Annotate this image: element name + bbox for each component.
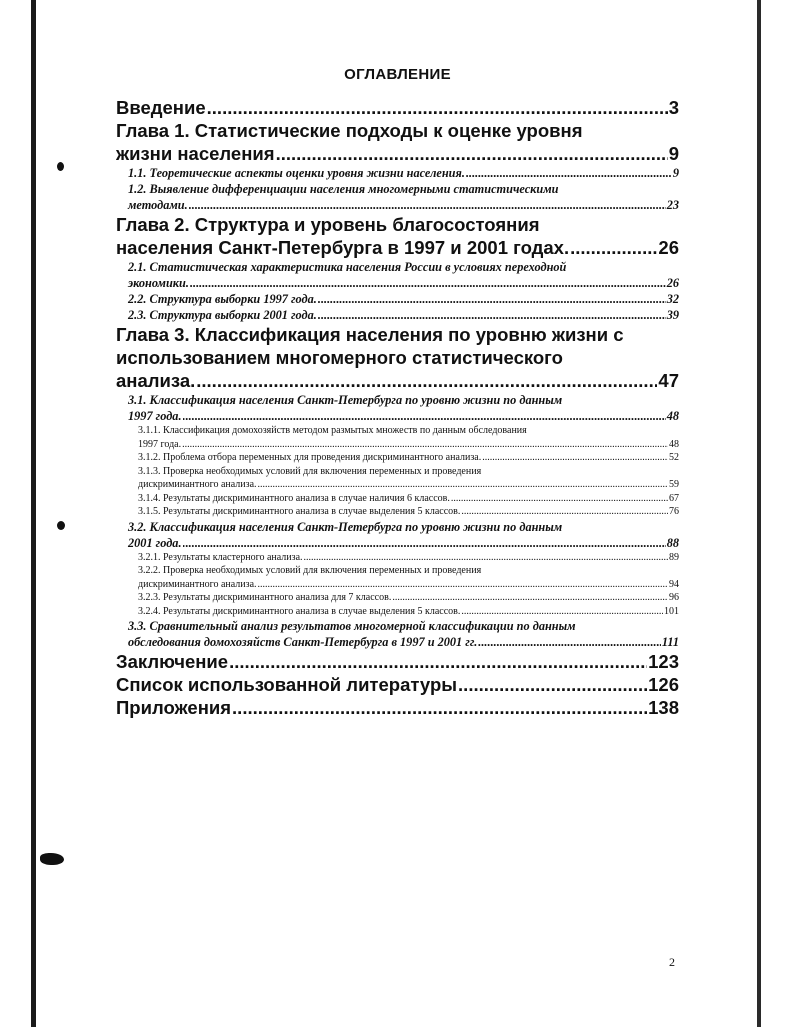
toc-page-number: 88 (666, 535, 679, 550)
toc-entry-label: 3.1.5. Результаты дискриминантного анализа в случае выделения 5 классов. (138, 506, 461, 517)
toc-page-number: 26 (658, 237, 679, 258)
toc-entry-label: 2.2. Структура выборки 1997 года. (128, 292, 317, 306)
toc-entry-3-1-4[interactable] (116, 492, 679, 506)
toc-page-number: 48 (669, 438, 679, 450)
toc-entry-label: 1997 года. (138, 438, 182, 450)
dot-leader (196, 369, 657, 392)
toc-entry-label: населения Санкт-Петербурга в 1997 и 2001 годах. (116, 237, 570, 258)
toc-entry-chapter-1-cont[interactable] (116, 142, 679, 165)
toc-page-number: 59 (669, 479, 679, 490)
toc-entry-3-1-1-cont[interactable] (116, 438, 679, 452)
dot-leader (318, 307, 666, 323)
dot-leader (276, 142, 668, 165)
toc-entry-label: экономики. (128, 276, 189, 290)
toc-page-number: 76 (669, 506, 679, 517)
toc-entry-3-1-3[interactable]: 3.1.3. Проверка необходимых условий для включения переменных и проведения (138, 465, 482, 477)
toc-entry-conclusion[interactable] (116, 650, 679, 673)
scan-speck (57, 521, 65, 530)
toc-entry-3-2-2-cont[interactable] (116, 578, 679, 592)
toc-entry-3-2-3[interactable] (116, 591, 679, 605)
toc-entry-label: анализа. (116, 370, 196, 391)
dot-leader (183, 535, 666, 551)
toc-entry-chapter-1[interactable]: Глава 1. Статистические подходы к оценке уровня (116, 120, 583, 141)
toc-entry-label: Приложения (116, 697, 232, 718)
toc-page-number: 126 (648, 674, 679, 695)
dot-leader (182, 438, 668, 452)
dot-leader (451, 492, 668, 506)
toc-entry-label: 3.1.2. Проблема отбора переменных для проведения дискриминантного анализа. (138, 452, 482, 463)
toc-entry-3-3[interactable]: 3.3. Сравнительный анализ результатов многомерной классификации по данным (128, 619, 576, 633)
toc-page-number: 32 (666, 292, 679, 306)
dot-leader (189, 197, 666, 213)
toc-entry-chapter-2-cont[interactable] (116, 236, 679, 259)
toc-entry-label: Заключение (116, 651, 229, 672)
toc-entry-3-2-1[interactable] (116, 551, 679, 565)
toc-page-number: 23 (666, 198, 679, 212)
toc-entry-3-2-cont[interactable] (116, 535, 679, 551)
toc-entry-label: методами. (128, 198, 188, 212)
toc-entry-3-1-1[interactable]: 3.1.1. Классификация домохозяйств методом размытых множеств по данным обследования (138, 425, 527, 436)
dot-leader (466, 165, 672, 181)
dot-leader (318, 291, 666, 307)
scan-left-edge (31, 0, 36, 1027)
table-of-contents (116, 96, 679, 719)
toc-page-number: 39 (666, 308, 679, 322)
toc-entry-3-1-3-cont[interactable] (116, 478, 679, 492)
toc-page-number: 9 (668, 143, 679, 164)
dot-leader (229, 650, 647, 673)
toc-page-number: 138 (648, 697, 679, 718)
toc-entry-3-1-5[interactable] (116, 505, 679, 519)
toc-page-number: 89 (669, 551, 679, 563)
dot-leader (258, 478, 668, 492)
toc-page-number: 94 (669, 578, 679, 590)
toc-entry-label: обследования домохозяйств Санкт-Петербурга в 1997 и 2001 гг. (128, 635, 478, 649)
toc-page-number: 96 (669, 592, 679, 603)
toc-entry-3-3-cont[interactable] (116, 634, 679, 650)
toc-entry-1-2-cont[interactable] (116, 197, 679, 213)
dot-leader (482, 451, 668, 465)
toc-page-number: 123 (648, 651, 679, 672)
toc-entry-appendix[interactable] (116, 696, 679, 719)
toc-entry-chapter-3-cont2[interactable] (116, 369, 679, 392)
dot-leader (392, 591, 668, 605)
toc-entry-3-2-4[interactable] (116, 605, 679, 619)
toc-entry-label: 2001 года. (128, 535, 182, 550)
toc-page-number: 52 (669, 452, 679, 463)
toc-entry-label: 1997 года. (128, 409, 182, 423)
toc-entry-label: дискриминантного анализа. (138, 578, 257, 590)
toc-entry-label: 3.2.1. Результаты кластерного анализа. (138, 551, 303, 563)
scan-right-edge (757, 0, 761, 1027)
scan-smudge (40, 853, 64, 865)
toc-entry-label: 2.3. Структура выборки 2001 года. (128, 308, 317, 322)
toc-entry-label: Введение (116, 97, 206, 118)
dot-leader (458, 673, 647, 696)
dot-leader (207, 96, 668, 119)
toc-entry-label: жизни населения (116, 143, 275, 164)
toc-page-number: 9 (672, 166, 679, 180)
toc-page-number: 111 (661, 635, 679, 649)
page-number: 2 (669, 955, 675, 969)
toc-entry-label: 1.1. Теоретические аспекты оценки уровня жизни населения. (128, 166, 465, 180)
dot-leader (190, 275, 666, 291)
toc-entry-1-2[interactable]: 1.2. Выявление дифференциации населения многомерными статистическими (128, 182, 559, 196)
toc-entry-label: Список использованной литературы (116, 674, 458, 695)
toc-entry-3-1[interactable]: 3.1. Классификация населения Санкт-Петербурга по уровню жизни по данным (128, 393, 563, 407)
dot-leader (183, 408, 666, 424)
dot-leader (232, 696, 647, 719)
toc-page-number: 26 (666, 276, 679, 290)
toc-entry-3-1-cont[interactable] (116, 408, 679, 424)
toc-page-number: 48 (666, 409, 679, 423)
toc-entry-1-1[interactable] (116, 165, 679, 181)
toc-entry-chapter-2[interactable]: Глава 2. Структура и уровень благосостояния (116, 214, 540, 235)
toc-entry-label: 3.1.4. Результаты дискриминантного анализа в случае наличия 6 классов. (138, 492, 450, 504)
toc-entry-2-2[interactable] (116, 291, 679, 307)
toc-entry-intro[interactable] (116, 96, 679, 119)
toc-entry-chapter-3-cont[interactable]: использованием многомерного статистического (116, 347, 563, 368)
scan-speck (57, 162, 64, 171)
toc-page-number: 3 (668, 97, 679, 118)
toc-page-number: 67 (669, 492, 679, 504)
dot-leader (258, 578, 668, 592)
toc-page-number: 101 (664, 605, 679, 617)
toc-entry-chapter-3[interactable]: Глава 3. Классификация населения по уровню жизни с (116, 324, 624, 345)
dot-leader (478, 634, 661, 650)
dot-leader (304, 551, 668, 565)
toc-page-number: 47 (658, 370, 679, 391)
toc-entry-3-2[interactable]: 3.2. Классификация населения Санкт-Петербурга по уровню жизни по данным (128, 519, 563, 534)
toc-entry-3-1-2[interactable] (116, 451, 679, 465)
dot-leader (461, 605, 663, 619)
toc-entry-label: дискриминантного анализа. (138, 479, 257, 490)
toc-entry-2-1-cont[interactable] (116, 275, 679, 291)
toc-entry-2-3[interactable] (116, 307, 679, 323)
page-title: ОГЛАВЛЕНИЕ (344, 66, 451, 83)
dot-leader (570, 236, 657, 259)
toc-entry-2-1[interactable]: 2.1. Статистическая характеристика населения России в условиях переходной (128, 260, 567, 274)
toc-entry-3-2-2[interactable]: 3.2.2. Проверка необходимых условий для включения переменных и проведения (138, 565, 482, 576)
toc-entry-label: 3.2.4. Результаты дискриминантного анализа в случае выделения 5 классов. (138, 605, 461, 617)
toc-entry-label: 3.2.3. Результаты дискриминантного анализа для 7 классов. (138, 592, 392, 603)
toc-entry-references[interactable] (116, 673, 679, 696)
dot-leader (461, 505, 668, 519)
